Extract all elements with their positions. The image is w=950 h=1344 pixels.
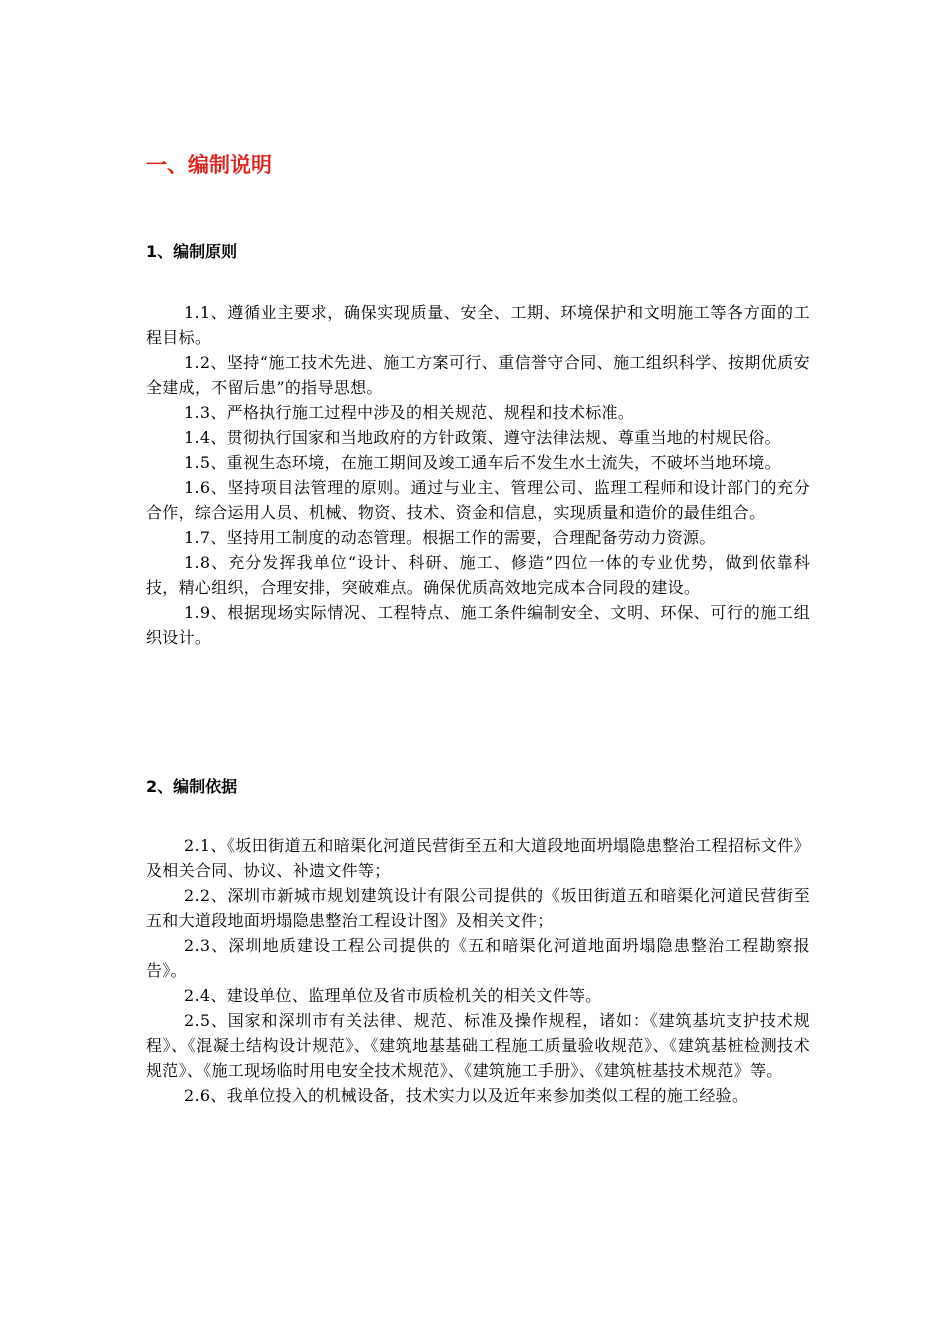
paragraph: 2.3、深圳地质建设工程公司提供的《五和暗渠化河道地面坍塌隐患整治工程勘察报告》。 <box>146 936 810 980</box>
paragraph: 1.4、贯彻执行国家和当地政府的方针政策、遵守法律法规、尊重当地的村规民俗。 <box>184 428 781 447</box>
section-body-basis <box>146 833 810 1108</box>
paragraph: 1.3、严格执行施工过程中涉及的相关规范、规程和技术标准。 <box>184 403 635 422</box>
section-heading-basis: 2、编制依据 <box>146 777 238 796</box>
paragraph: 2.2、深圳市新城市规划建筑设计有限公司提供的《坂田街道五和暗渠化河道民营街至五和大道段地面坍塌隐患整治工程设计图》及相关文件； <box>146 886 810 930</box>
paragraph: 1.2、坚持“施工技术先进、施工方案可行、重信誉守合同、施工组织科学、按期优质安全建成，不留后患”的指导思想。 <box>146 353 810 397</box>
paragraph: 1.5、重视生态环境，在施工期间及竣工通车后不发生水土流失，不破坏当地环境。 <box>184 453 781 472</box>
section-body-principles <box>146 300 810 650</box>
paragraph: 1.9、根据现场实际情况、工程特点、施工条件编制安全、文明、环保、可行的施工组织设计。 <box>146 603 810 647</box>
paragraph: 2.6、我单位投入的机械设备，技术实力以及近年来参加类似工程的施工经验。 <box>184 1086 749 1105</box>
paragraph: 1.8、充分发挥我单位“设计、科研、施工、修造”四位一体的专业优势，做到依靠科技，精心组织，合理安排，突破难点。确保优质高效地完成本合同段的建设。 <box>146 553 810 597</box>
paragraph: 1.7、坚持用工制度的动态管理。根据工作的需要，合理配备劳动力资源。 <box>184 528 716 547</box>
paragraph: 2.5、国家和深圳市有关法律、规范、标准及操作规程，诸如：《建筑基坑支护技术规程》、《混凝土结构设计规范》、《建筑地基基础工程施工质量验收规范》、《建筑基桩检测技术规范》、《施工现场临时用电安全技术规范》、《建筑施工手册》、《建筑桩基技术规范》等。 <box>146 1011 810 1080</box>
paragraph: 2.4、建设单位、监理单位及省市质检机关的相关文件等。 <box>184 986 602 1005</box>
paragraph: 1.6、坚持项目法管理的原则。通过与业主、管理公司、监理工程师和设计部门的充分合作，综合运用人员、机械、物资、技术、资金和信息，实现质量和造价的最佳组合。 <box>146 478 810 522</box>
main-title: 一、编制说明 <box>146 153 272 177</box>
paragraph: 1.1、遵循业主要求，确保实现质量、安全、工期、环境保护和文明施工等各方面的工程目标。 <box>146 303 810 347</box>
section-heading-principles: 1、编制原则 <box>146 242 238 261</box>
paragraph: 2.1、《坂田街道五和暗渠化河道民营街至五和大道段地面坍塌隐患整治工程招标文件》及相关合同、协议、补遗文件等； <box>146 836 810 880</box>
